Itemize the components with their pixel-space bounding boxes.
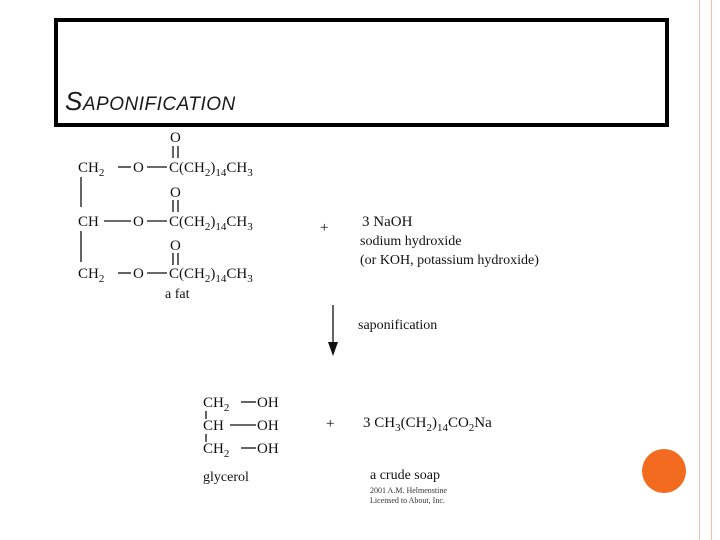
fat-row-3-carbon: CH xyxy=(78,266,99,282)
fat-label: a fat xyxy=(165,287,190,302)
fat-row-3-carbonyl-o: O xyxy=(170,238,181,254)
fat-row-1-oxygen: O xyxy=(133,160,144,176)
base-name: sodium hydroxide xyxy=(360,234,462,249)
base-alternative: (or KOH, potassium hydroxide) xyxy=(360,253,539,268)
fat-row-3-acyl: C(CH xyxy=(169,266,205,282)
fat-row-2-acyl: C(CH xyxy=(169,214,205,230)
plus-sign-reactants: + xyxy=(320,220,329,236)
title-rest: APONIFICATION xyxy=(82,94,236,115)
fat-row-2-carbon: CH xyxy=(78,214,99,230)
reaction-label: saponification xyxy=(358,318,438,333)
credit-line-1: 2001 A.M. Helmenstine xyxy=(370,486,447,495)
decorative-orange-circle xyxy=(642,449,686,493)
fat-row-2-carbonyl-o: O xyxy=(170,185,181,201)
glycerol-label: glycerol xyxy=(203,470,249,485)
fat-row-2 xyxy=(78,185,253,233)
soap-formula: 3 $CH_3(CH_2)_{14}CO_2Na$ xyxy=(363,415,492,434)
svg-text:CH2: $CH_2$ xyxy=(78,266,105,285)
fat-row-3-oxygen: O xyxy=(133,266,144,282)
fat-row-1 xyxy=(78,130,253,179)
svg-text:C(CH2)14CH3: $C(CH_2)_{14}CH_3$ xyxy=(169,214,253,233)
fat-row-1-acyl: C(CH xyxy=(169,160,205,176)
svg-text:CH: CH xyxy=(203,418,224,434)
fat-row-1-carbon-sub: 2 xyxy=(98,167,105,179)
fat-row-1-carbonyl-o: O xyxy=(170,130,181,146)
glycerol-structure xyxy=(203,395,279,460)
fat-row-2-oxygen: O xyxy=(133,214,144,230)
svg-text:CH xyxy=(78,214,99,230)
svg-text:C(CH2)14CH3: $C(CH_2)_{14}CH_3$ xyxy=(169,266,253,285)
title-initial: S xyxy=(65,86,83,116)
reaction-arrow xyxy=(328,305,338,356)
credit-line-2: Licensed to About, Inc. xyxy=(370,496,445,505)
svg-text:OH: OH xyxy=(257,395,279,411)
fat-row-3 xyxy=(78,238,253,285)
soap-label: a crude soap xyxy=(370,468,440,483)
plus-sign-products: + xyxy=(326,416,335,432)
svg-text:CH2: $CH_2$ xyxy=(203,395,230,414)
base-formula: 3 NaOH xyxy=(362,214,413,230)
svg-text:C(CH2)14CH3: $C(CH_2)_{14}CH_3$ xyxy=(169,160,253,179)
svg-text:CH2 xyxy=(78,160,104,179)
fat-row-1-carbon: CH xyxy=(78,160,99,176)
svg-text:CH2: $CH_2$ xyxy=(203,441,230,460)
svg-text:OH: OH xyxy=(257,418,279,434)
svg-text:OH: OH xyxy=(257,441,279,457)
